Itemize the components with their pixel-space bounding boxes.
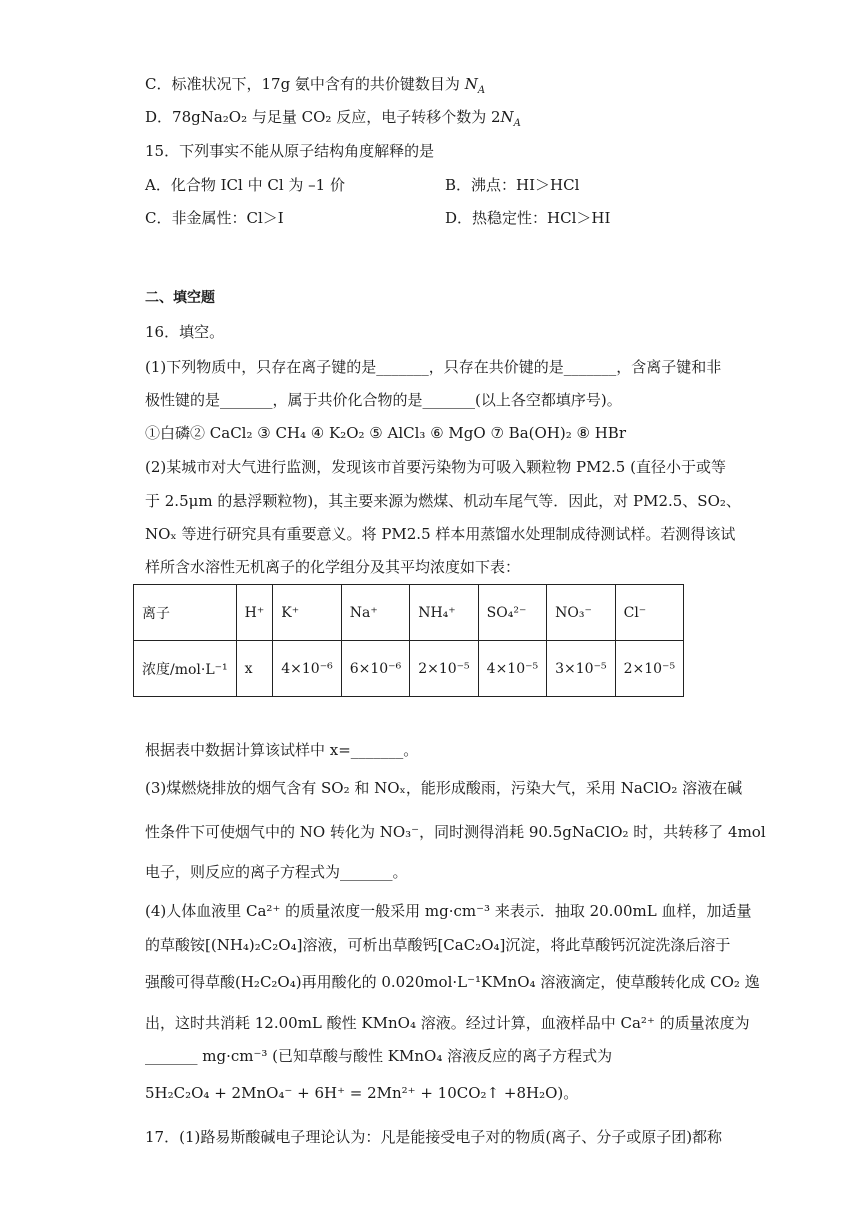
table-cell: 2×10⁻⁵ — [410, 641, 478, 697]
q16-part2-line1: (2)某城市对大气进行监测，发现该市首要污染物为可吸入颗粒物 PM2.5 (直径小于或等 — [145, 458, 726, 476]
q15-stem: 15．下列事实不能从原子结构角度解释的是 — [145, 142, 435, 160]
q16-part3-line1: (3)煤燃烧排放的烟气含有 SO₂ 和 NOₓ，能形成酸雨，污染大气，采用 NaClO₂ 溶液在碱 — [145, 779, 743, 797]
q16-stem: 16．填空。 — [145, 323, 225, 341]
q16-part1-line1: (1)下列物质中，只存在离子键的是_______，只存在共价键的是_______，含离子键和非 — [145, 358, 722, 376]
q14-option-c: C．标准状况下，17g 氨中含有的共价键数目为 $N_A$ — [145, 75, 486, 96]
q16-part2-line2: 于 2.5μm 的悬浮颗粒物)，其主要来源为燃煤、机动车尾气等．因此，对 PM2.5、SO₂、 — [145, 492, 741, 510]
table-row — [134, 641, 684, 697]
table-cell: 2×10⁻⁵ — [615, 641, 683, 697]
q16-part2-answer: 根据表中数据计算该试样中 x=_______。 — [145, 741, 419, 759]
q16-part1-line3: ①白磷② CaCl₂ ③ CH₄ ④ K₂O₂ ⑤ AlCl₃ ⑥ MgO ⑦ Ba(OH)₂ ⑧ HBr — [145, 424, 626, 442]
q15-option-c: C．非金属性：Cl＞I — [145, 209, 284, 227]
q14-option-d: D．78gNa₂O₂ 与足量 CO₂ 反应，电子转移个数为 $2N_A$ — [145, 108, 521, 129]
table-cell: 离子 — [134, 585, 237, 641]
q16-part2-line3: NOₓ 等进行研究具有重要意义。将 PM2.5 样本用蒸馏水处理制成待测试样。若测得该试 — [145, 525, 736, 543]
q15-option-b: B．沸点：HI＞HCl — [445, 176, 580, 194]
q16-part1-line2: 极性键的是_______，属于共价化合物的是_______(以上各空都填序号)。 — [145, 391, 622, 409]
table-cell: NO₃⁻ — [547, 585, 615, 641]
section-heading: 二、填空题 — [145, 290, 215, 306]
ion-concentration-table — [133, 584, 684, 697]
table-cell: x — [236, 641, 273, 697]
q16-part4-line3: 强酸可得草酸(H₂C₂O₄)再用酸化的 0.020mol·L⁻¹KMnO₄ 溶液滴定，使草酸转化成 CO₂ 逸 — [145, 973, 760, 991]
q16-part4-equation: 5H₂C₂O₄ + 2MnO₄⁻ + 6H⁺ = 2Mn²⁺ + 10CO₂↑ +8H₂O)。 — [145, 1084, 579, 1102]
q16-part2-line4: 样所含水溶性无机离子的化学组分及其平均浓度如下表： — [145, 558, 521, 576]
q16-part4-line5: _______ mg·cm⁻³ (已知草酸与酸性 KMnO₄ 溶液反应的离子方程式为 — [145, 1047, 613, 1065]
q15-option-d: D．热稳定性：HCl＞HI — [445, 209, 611, 227]
q16-part3-line2: 性条件下可使烟气中的 NO 转化为 NO₃⁻，同时测得消耗 90.5gNaClO₂ 时，共转移了 4mol — [145, 823, 766, 841]
table-cell: H⁺ — [236, 585, 273, 641]
table-cell: Cl⁻ — [615, 585, 683, 641]
table-cell: 4×10⁻⁵ — [478, 641, 546, 697]
table-cell: 3×10⁻⁵ — [547, 641, 615, 697]
table-cell: 浓度/mol·L⁻¹ — [134, 641, 237, 697]
q16-part4-line4: 出，这时共消耗 12.00mL 酸性 KMnO₄ 溶液。经过计算，血液样品中 Ca²⁺ 的质量浓度为 — [145, 1014, 750, 1032]
table-cell: NH₄⁺ — [410, 585, 478, 641]
q16-part4-line2: 的草酸铵[(NH₄)₂C₂O₄]溶液，可析出草酸钙[CaC₂O₄]沉淀，将此草酸钙沉淀洗涤后溶于 — [145, 936, 731, 954]
table-cell: Na⁺ — [341, 585, 409, 641]
table-cell: SO₄²⁻ — [478, 585, 546, 641]
table-cell: 4×10⁻⁶ — [273, 641, 341, 697]
table-header-row — [134, 585, 684, 641]
q16-part4-line1: (4)人体血液里 Ca²⁺ 的质量浓度一般采用 mg·cm⁻³ 来表示．抽取 20.00mL 血样，加适量 — [145, 902, 752, 920]
q16-part3-line3: 电子，则反应的离子方程式为_______。 — [145, 863, 408, 881]
q17-line1: 17．(1)路易斯酸碱电子理论认为：凡是能接受电子对的物质(离子、分子或原子团)都称 — [145, 1128, 723, 1146]
table-cell: K⁺ — [273, 585, 341, 641]
table-cell: 6×10⁻⁶ — [341, 641, 409, 697]
q15-option-a: A．化合物 ICl 中 Cl 为 –1 价 — [145, 176, 345, 194]
